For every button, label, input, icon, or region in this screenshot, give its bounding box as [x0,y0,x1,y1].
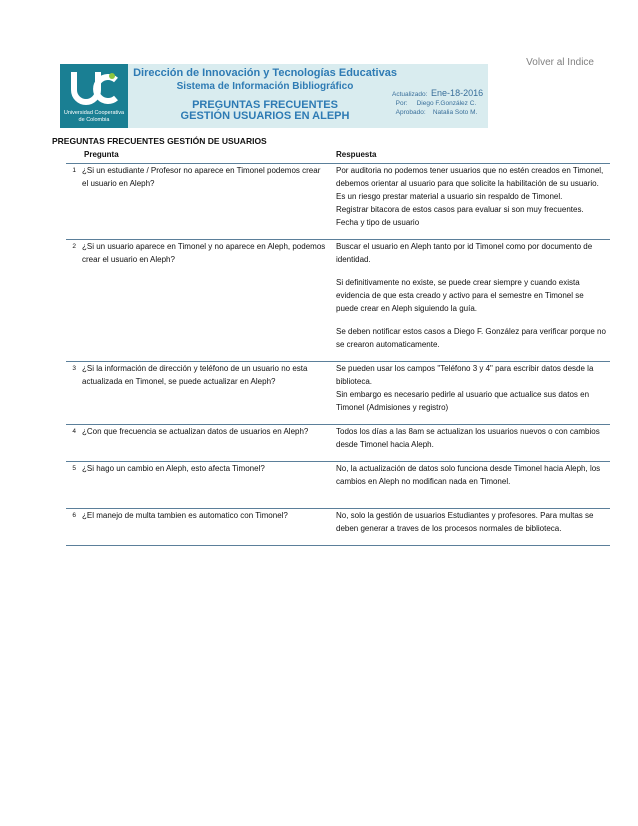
row-number: 1 [66,164,78,240]
faq-table [66,147,610,546]
question-cell: ¿Si un estudiante / Profesor no aparece en Timonel podemos crear el usuario en Aleph? [78,164,332,240]
university-logo [60,64,128,128]
question-cell: ¿El manejo de multa tambien es automatico con Timonel? [78,509,332,546]
question-cell: ¿Con que frecuencia se actualizan datos de usuarios en Aleph? [78,425,332,462]
row-number: 6 [66,509,78,546]
question-cell: ¿Si hago un cambio en Aleph, esto afecta Timonel? [78,462,332,509]
author-label: Por: [395,100,408,107]
answer-cell [332,509,610,546]
answer-column-header: Respuesta [332,147,610,164]
answer-paragraph: Se deben notificar estos casos a Diego F. González para verificar porque no se crearon automaticamente. [336,327,606,349]
banner-faq-heading: PREGUNTAS FRECUENTES [192,99,338,111]
updated-value: Ene-18-2016 [431,88,484,98]
approved-value: Natalia Soto M. [432,109,478,116]
ucc-logo-icon [68,68,120,108]
answer-paragraph: Se pueden usar los campos "Teléfono 3 y 4" para escribir datos desde la biblioteca. [336,364,594,386]
question-cell: ¿Si un usuario aparece en Timonel y no aparece en Aleph, podemos crear el usuario en Aleph? [78,240,332,362]
answer-paragraph: Si definitivamente no existe, se puede crear siempre y cuando exista evidencia de que esta creado y activo para el semestre en Timonel se puede crear en Aleph siguiendo la guía. [336,278,584,313]
banner-faq-subheading: GESTIÓN USUARIOS EN ALEPH [180,110,350,122]
table-row [66,164,610,240]
question-cell: ¿Si la información de dirección y teléfono de un usuario no esta actualizada en Timonel, se puede actualizar en Aleph? [78,362,332,425]
university-logo-text: Universidad Cooperativa de Colombia [63,110,125,123]
updated-label: Actualizado: [392,91,428,98]
answer-paragraph: Buscar el usuario en Aleph tanto por id Timonel como por documento de identidad. [336,242,593,264]
table-header-row [66,147,610,164]
banner-title: Dirección de Innovación y Tecnologías Educativas [133,67,397,79]
answer-cell [332,462,610,509]
answer-paragraph: No, la actualización de datos solo funciona desde Timonel hacia Aleph, los cambios en Aleph no modifican nada en Timonel. [336,464,601,486]
approved-label: Aprobado: [395,109,426,116]
row-number: 4 [66,425,78,462]
back-to-index-link[interactable]: Volver al Indice [526,57,594,68]
answer-cell [332,164,610,240]
answer-paragraph: Todos los días a las 8am se actualizan los usuarios nuevos o con cambios desde Timonel hacia Aleph. [336,427,600,449]
answer-cell [332,240,610,362]
row-number: 3 [66,362,78,425]
answer-paragraph: Registrar bitacora de estos casos para evaluar si son muy frecuentes. Fecha y tipo de usuario [336,205,584,227]
table-row [66,462,610,509]
answer-paragraph: Por auditoria no podemos tener usuarios que no estén creados en Timonel, debemos orientar al usuario para que solicite la habilitación de su usuario. Es un riesgo prestar material a usuario sin respaldo de Timonel. [336,166,604,201]
answer-cell [332,362,610,425]
row-number: 2 [66,240,78,362]
table-row [66,240,610,362]
table-row [66,425,610,462]
answer-paragraph: Sin embargo es necesario pedirle al usuario que actualice sus datos en Timonel (Admisiones y registro) [336,390,590,412]
answer-cell [332,425,610,462]
table-row [66,509,610,546]
banner-metadata [392,89,483,117]
question-column-header: Pregunta [66,147,332,164]
answer-paragraph: No, solo la gestión de usuarios Estudiantes y profesores. Para multas se deben generar a traves de los procesos normales de biblioteca. [336,511,594,533]
header-banner [60,64,488,128]
author-value: Diego F.González C. [416,100,477,107]
row-number: 5 [66,462,78,509]
section-title: PREGUNTAS FRECUENTES GESTIÓN DE USUARIOS [52,136,267,146]
table-row [66,362,610,425]
banner-subtitle: Sistema de Información Bibliográfico [176,81,354,92]
